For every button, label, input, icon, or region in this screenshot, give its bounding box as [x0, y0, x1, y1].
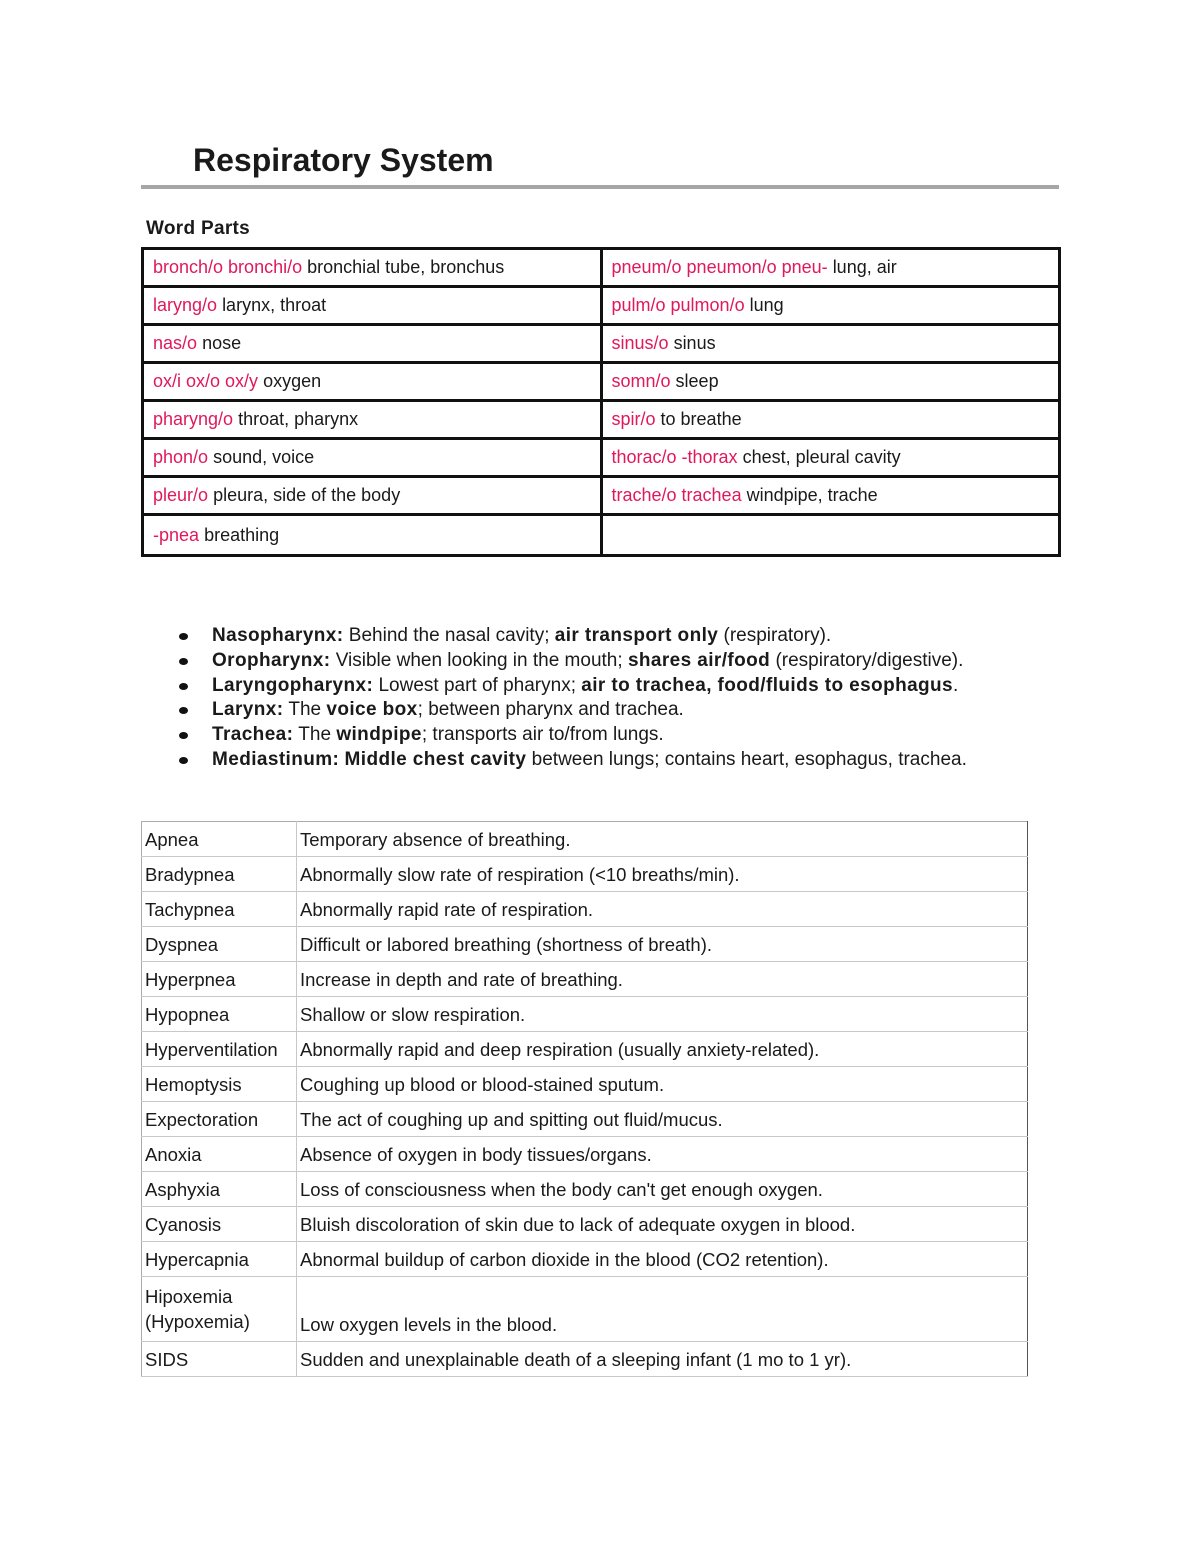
table-row — [143, 439, 1060, 477]
page-title: Respiratory System — [193, 142, 494, 178]
word-part-cell — [143, 401, 602, 439]
section-heading: Word Parts — [146, 218, 251, 239]
definition-cell: Increase in depth and rate of breathing. — [297, 962, 1028, 997]
title-rule — [141, 185, 1059, 189]
table-row — [142, 1242, 1028, 1277]
word-part-cell — [601, 439, 1060, 477]
definition-cell: Absence of oxygen in body tissues/organs. — [297, 1137, 1028, 1172]
word-parts-table — [141, 247, 1061, 557]
table-row — [142, 1067, 1028, 1102]
note-term: Mediastinum: — [212, 748, 340, 770]
note-text: (respiratory). — [723, 625, 832, 646]
word-part-meaning: sound, voice — [213, 447, 315, 467]
word-part-meaning: sleep — [675, 371, 719, 391]
term-cell: Hypercapnia — [142, 1242, 297, 1277]
note-term: Trachea: — [212, 724, 294, 746]
note-text: The — [288, 699, 322, 721]
term-cell: Bradypnea — [142, 857, 297, 892]
bullet-icon — [179, 683, 188, 690]
table-row — [142, 857, 1028, 892]
word-part-meaning: breathing — [204, 524, 280, 545]
word-part: phon/o — [153, 447, 209, 467]
definition-cell: Abnormally slow rate of respiration (<10 breaths/min). — [297, 857, 1028, 892]
list-item — [172, 748, 967, 773]
definition-cell: Abnormal buildup of carbon dioxide in the blood (CO2 retention). — [297, 1242, 1028, 1277]
word-part-meaning: nose — [202, 333, 242, 353]
word-part-meaning: to breathe — [660, 409, 742, 429]
word-part-meaning: oxygen — [263, 371, 322, 391]
word-part-meaning: throat, pharynx — [238, 409, 359, 429]
term-cell: Hypopnea — [142, 997, 297, 1032]
table-row — [142, 1277, 1028, 1342]
bullet-icon — [179, 633, 188, 640]
word-part-meaning: lung, air — [832, 257, 897, 277]
term-cell: Tachypnea — [142, 892, 297, 927]
word-part: spir/o — [611, 409, 656, 429]
definition-cell: Coughing up blood or blood-stained sputum. — [297, 1067, 1028, 1102]
table-row — [142, 1032, 1028, 1067]
word-part: sinus/o — [611, 333, 669, 353]
table-row — [142, 1342, 1028, 1377]
word-part-meaning: lung — [749, 295, 784, 315]
anatomy-notes-list — [172, 624, 967, 773]
note-emphasis: voice box — [326, 699, 418, 721]
word-part: nas/o — [153, 333, 198, 353]
note-emphasis: air to trachea, food/fluids to esophagus — [581, 674, 954, 696]
term-cell: Hipoxemia (Hypoxemia) — [142, 1277, 297, 1342]
note-text: ; between pharynx and trachea. — [417, 699, 684, 721]
term-cell: Dyspnea — [142, 927, 297, 962]
terms-table — [141, 821, 1028, 1377]
table-row — [142, 927, 1028, 962]
table-row — [143, 287, 1060, 325]
word-part-cell — [601, 287, 1060, 325]
table-row — [142, 1207, 1028, 1242]
word-part-cell-empty — [601, 515, 1060, 556]
table-row — [143, 515, 1060, 556]
table-row — [143, 477, 1060, 515]
word-part-cell — [143, 515, 602, 556]
note-text: . — [953, 674, 959, 696]
word-part-meaning: larynx, throat — [222, 295, 327, 315]
term-cell: Asphyxia — [142, 1172, 297, 1207]
table-row — [142, 892, 1028, 927]
definition-cell: Bluish discoloration of skin due to lack of adequate oxygen in blood. — [297, 1207, 1028, 1242]
term-cell: Cyanosis — [142, 1207, 297, 1242]
bullet-icon — [179, 707, 188, 714]
table-row — [142, 1172, 1028, 1207]
word-part-cell — [143, 439, 602, 477]
term-cell: Hemoptysis — [142, 1067, 297, 1102]
word-part: pulm/o pulmon/o — [611, 295, 745, 315]
word-part-cell — [601, 249, 1060, 287]
word-part: trache/o trachea — [611, 485, 742, 505]
word-part-cell — [601, 325, 1060, 363]
table-row — [142, 1137, 1028, 1172]
word-part: somn/o — [611, 371, 671, 391]
definition-cell: Temporary absence of breathing. — [297, 822, 1028, 857]
word-part-cell — [601, 477, 1060, 515]
word-part-cell — [601, 363, 1060, 401]
table-row — [143, 249, 1060, 287]
term-cell: Hyperpnea — [142, 962, 297, 997]
note-text: between lungs; contains heart, esophagus, trachea. — [531, 748, 967, 770]
word-part-cell — [143, 325, 602, 363]
definition-cell: Difficult or labored breathing (shortness of breath). — [297, 927, 1028, 962]
term-cell: Anoxia — [142, 1137, 297, 1172]
note-emphasis: shares air/food — [627, 649, 771, 671]
word-part-meaning: windpipe, trache — [746, 485, 878, 505]
note-emphasis: windpipe — [336, 724, 422, 746]
word-part: laryng/o — [153, 295, 218, 315]
note-term: Larynx: — [212, 699, 284, 721]
word-part: pneum/o pneumon/o pneu- — [611, 257, 828, 277]
bullet-icon — [179, 732, 188, 739]
note-emphasis: Middle chest cavity — [344, 748, 527, 770]
note-text: Behind the nasal cavity; — [348, 625, 550, 646]
word-part: -pnea — [153, 524, 200, 545]
word-part: bronch/o bronchi/o — [153, 257, 303, 277]
list-item — [172, 649, 967, 674]
word-part-meaning: sinus — [673, 333, 716, 353]
list-item — [172, 674, 967, 699]
list-item — [172, 698, 967, 723]
word-part-cell — [143, 477, 602, 515]
definition-cell: Sudden and unexplainable death of a sleeping infant (1 mo to 1 yr). — [297, 1342, 1028, 1377]
word-part-meaning: bronchial tube, bronchus — [307, 257, 505, 277]
table-row — [143, 401, 1060, 439]
note-term: Laryngopharynx: — [212, 674, 374, 696]
note-emphasis: air transport only — [554, 625, 719, 646]
note-text: Lowest part of pharynx; — [378, 674, 576, 696]
word-part-cell — [143, 287, 602, 325]
note-text: The — [298, 724, 332, 746]
definition-cell: Abnormally rapid and deep respiration (usually anxiety-related). — [297, 1032, 1028, 1067]
table-row — [142, 822, 1028, 857]
note-text: (respiratory/digestive). — [775, 649, 964, 671]
note-text: ; transports air to/from lungs. — [421, 724, 664, 746]
word-part-meaning: chest, pleural cavity — [742, 447, 901, 467]
definition-cell: Low oxygen levels in the blood. — [297, 1277, 1028, 1342]
word-part: thorac/o -thorax — [611, 447, 738, 467]
note-text: Visible when looking in the mouth; — [335, 649, 623, 671]
table-row — [142, 1102, 1028, 1137]
note-term: Nasopharynx: — [212, 625, 344, 646]
term-cell: SIDS — [142, 1342, 297, 1377]
list-item — [172, 624, 967, 649]
bullet-icon — [179, 757, 188, 764]
word-part-meaning: pleura, side of the body — [213, 485, 401, 505]
definition-cell: Shallow or slow respiration. — [297, 997, 1028, 1032]
definition-cell: Abnormally rapid rate of respiration. — [297, 892, 1028, 927]
definition-cell: Loss of consciousness when the body can't get enough oxygen. — [297, 1172, 1028, 1207]
table-row — [143, 363, 1060, 401]
word-part: pleur/o — [153, 485, 209, 505]
word-part-cell — [143, 363, 602, 401]
word-part-cell — [601, 401, 1060, 439]
word-part-cell — [143, 249, 602, 287]
table-row — [143, 325, 1060, 363]
list-item — [172, 723, 967, 748]
table-row — [142, 962, 1028, 997]
word-part: ox/i ox/o ox/y — [153, 371, 259, 391]
word-part: pharyng/o — [153, 409, 234, 429]
table-row — [142, 997, 1028, 1032]
term-cell: Apnea — [142, 822, 297, 857]
note-term: Oropharynx: — [212, 649, 331, 671]
term-cell: Expectoration — [142, 1102, 297, 1137]
definition-cell: The act of coughing up and spitting out fluid/mucus. — [297, 1102, 1028, 1137]
bullet-icon — [179, 658, 188, 665]
term-cell: Hyperventilation — [142, 1032, 297, 1067]
